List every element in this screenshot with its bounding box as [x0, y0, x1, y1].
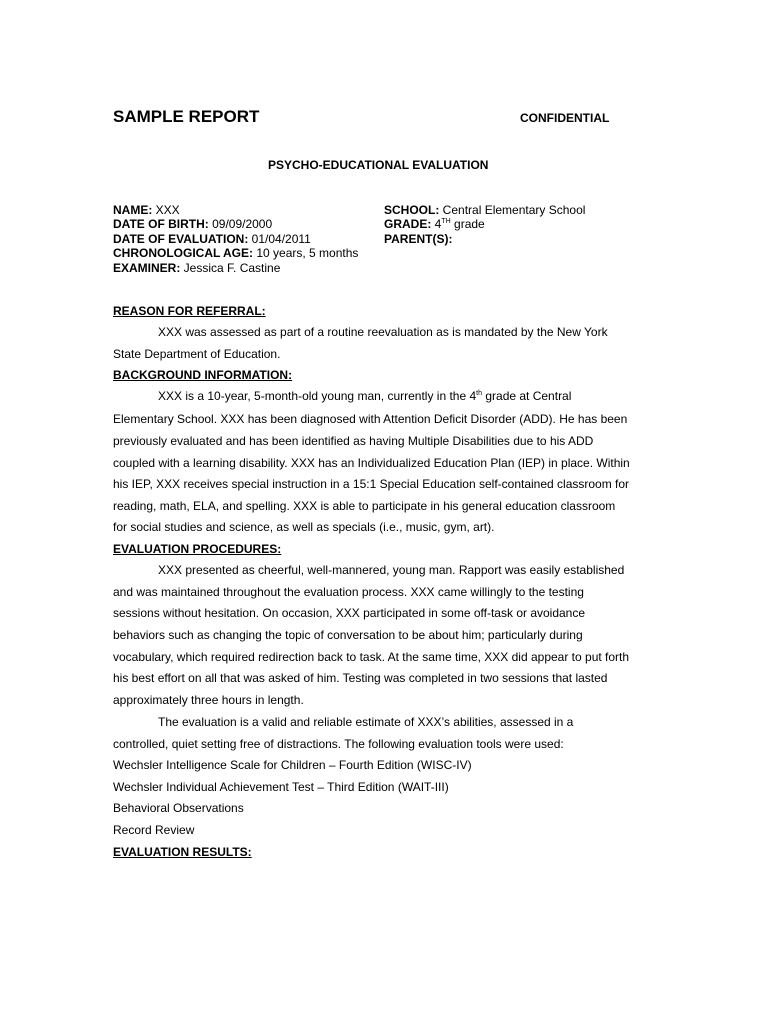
examiner-label: EXAMINER:: [113, 261, 181, 275]
referral-line: XXX was assessed as part of a routine reevaluation as is mandated by the New York: [158, 325, 608, 339]
grade-label: GRADE:: [384, 217, 432, 231]
procedures-line: sessions without hesitation. On occasion, XXX participated in some off-task or avoidance: [113, 606, 586, 620]
tool-item: Behavioral Observations: [113, 801, 244, 815]
background-heading: BACKGROUND INFORMATION:: [113, 368, 293, 382]
procedures-line: his best effort on all that was asked of him. Testing was completed in two sessions that lasted: [113, 671, 608, 685]
evaluation-date-field: [113, 232, 311, 247]
name-field: [113, 203, 180, 218]
report-subtitle: PSYCHO-EDUCATIONAL EVALUATION: [268, 158, 489, 172]
age-field: [113, 246, 358, 261]
grade-value: 4: [431, 217, 442, 231]
background-line: [158, 389, 571, 403]
referral-heading: REASON FOR REFERRAL:: [113, 304, 266, 318]
name-label: NAME:: [113, 203, 153, 217]
tool-item: Wechsler Intelligence Scale for Children – Fourth Edition (WISC-IV): [113, 758, 472, 772]
parents-field: [384, 232, 452, 247]
background-line-end: grade at Central: [482, 389, 572, 403]
parents-label: PARENT(S):: [384, 232, 453, 246]
name-value: XXX: [152, 203, 180, 217]
validity-line: controlled, quiet setting free of distractions. The following evaluation tools were used:: [113, 737, 564, 751]
procedures-line: XXX presented as cheerful, well-mannered, young man. Rapport was easily established: [158, 563, 625, 577]
evaluation-date-label: DATE OF EVALUATION:: [113, 232, 249, 246]
procedures-heading: EVALUATION PROCEDURES:: [113, 542, 282, 556]
dob-value: 09/09/2000: [208, 217, 273, 231]
background-line: reading, math, ELA, and spelling. XXX is able to participate in his general education classroom: [113, 499, 616, 513]
examiner-field: [113, 261, 280, 276]
validity-line: The evaluation is a valid and reliable estimate of XXX’s abilities, assessed in a: [158, 715, 574, 729]
school-label: SCHOOL:: [384, 203, 440, 217]
tool-item: Wechsler Individual Achievement Test – Third Edition (WAIT-III): [113, 780, 449, 794]
school-value: Central Elementary School: [439, 203, 586, 217]
results-heading: EVALUATION RESULTS:: [113, 845, 252, 859]
report-title: SAMPLE REPORT: [113, 107, 260, 126]
evaluation-date-value: 01/04/2011: [248, 232, 311, 246]
procedures-line: behaviors such as changing the topic of conversation to be about him; particularly during: [113, 628, 583, 642]
procedures-line: approximately three hours in length.: [113, 693, 304, 707]
confidential-label: CONFIDENTIAL: [520, 111, 610, 125]
age-label: CHRONOLOGICAL AGE:: [113, 246, 253, 260]
examiner-value: Jessica F. Castine: [180, 261, 281, 275]
background-line: coupled with a learning disability. XXX has an Individualized Education Plan (IEP) in place. Within: [113, 456, 630, 470]
grade-suffix: grade: [450, 217, 485, 231]
background-line-start: XXX is a 10-year, 5-month-old young man, currently in the 4: [158, 389, 477, 403]
procedures-line: and was maintained throughout the evaluation process. XXX came willingly to the testing: [113, 585, 584, 599]
background-line: Elementary School. XXX has been diagnosed with Attention Deficit Disorder (ADD). He has been: [113, 412, 628, 426]
background-line: previously evaluated and has been identified as having Multiple Disabilities due to his ADD: [113, 434, 594, 448]
referral-line: State Department of Education.: [113, 347, 281, 361]
dob-field: [113, 217, 272, 232]
school-field: [384, 203, 585, 218]
grade-field: [384, 217, 485, 232]
dob-label: DATE OF BIRTH:: [113, 217, 209, 231]
grade-superscript: TH: [441, 218, 451, 225]
background-grade-superscript: th: [476, 390, 483, 397]
background-line: his IEP, XXX receives special instruction in a 15:1 Special Education self-contained classroom for: [113, 477, 630, 491]
age-value: 10 years, 5 months: [253, 246, 359, 260]
tool-item: Record Review: [113, 823, 195, 837]
procedures-line: vocabulary, which required redirection back to task. At the same time, XXX did appear to put forth: [113, 650, 630, 664]
background-line: for social studies and science, as well as specials (i.e., music, gym, art).: [113, 520, 495, 534]
